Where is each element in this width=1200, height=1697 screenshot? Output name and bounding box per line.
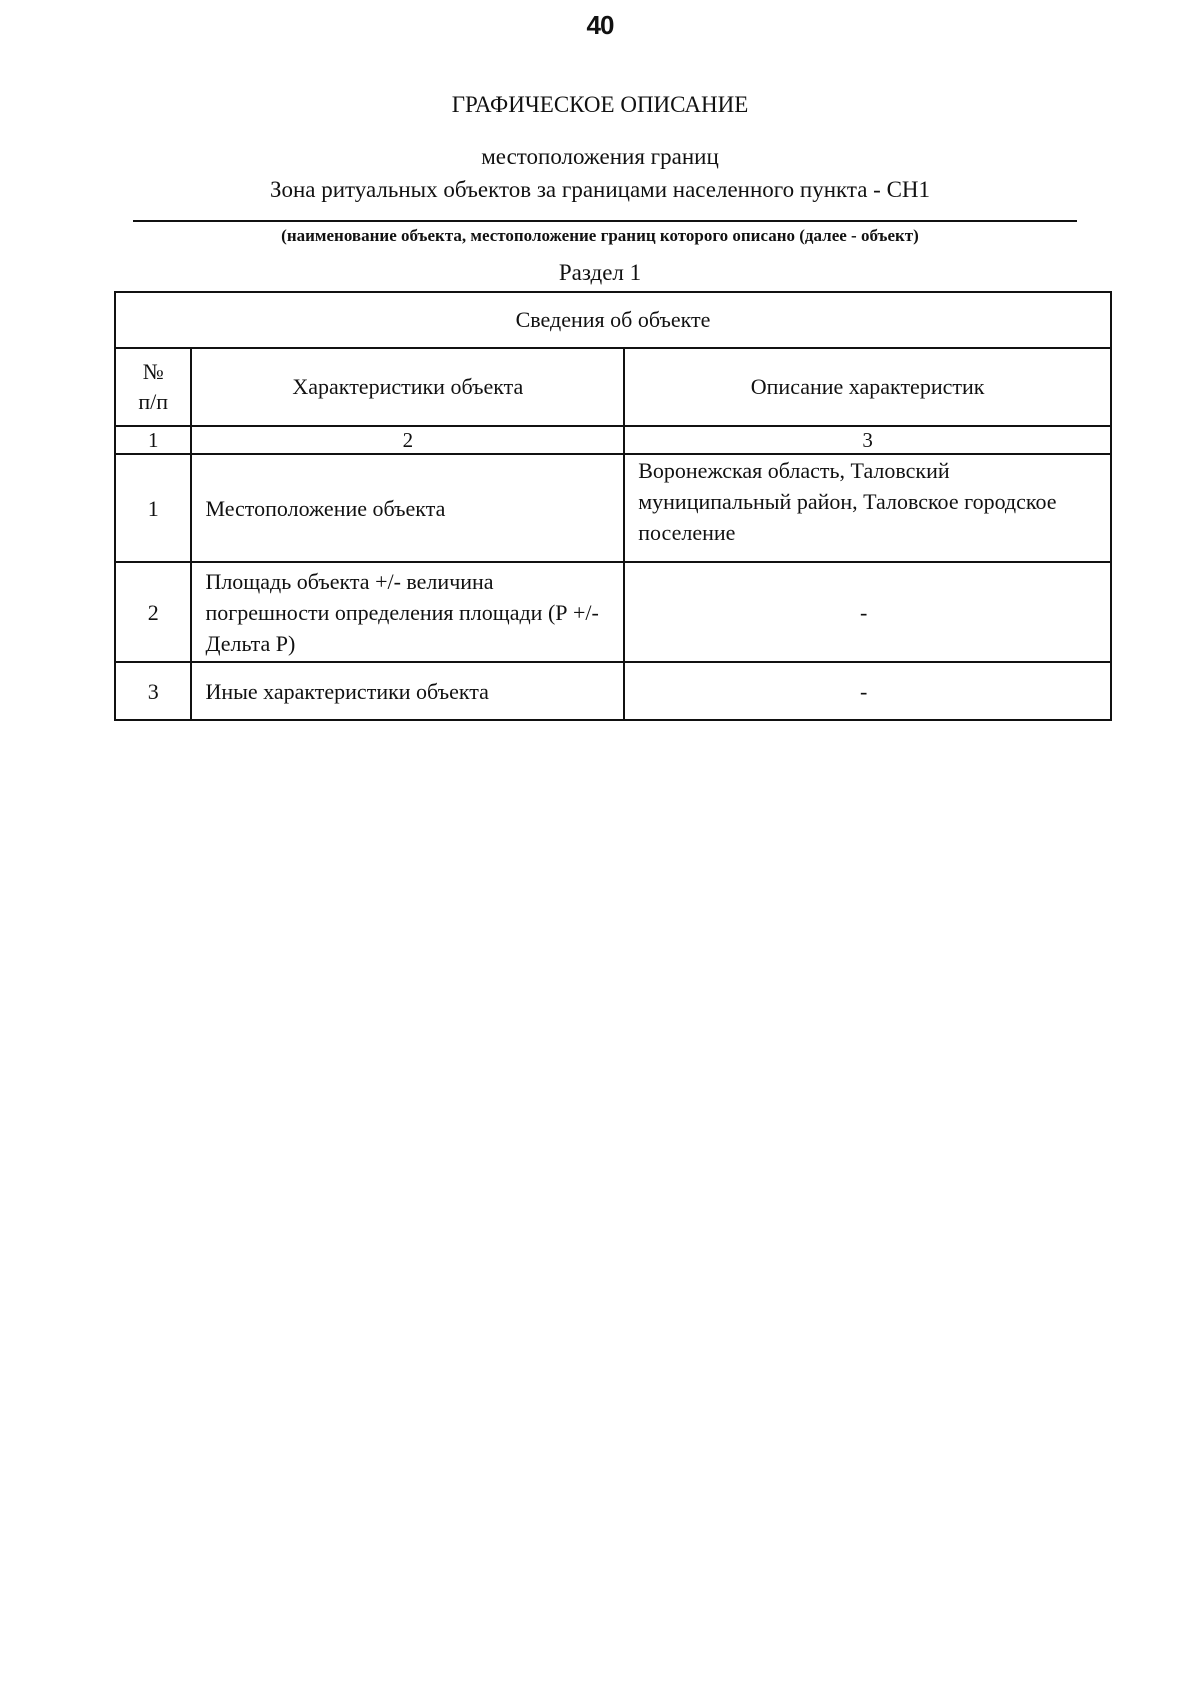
header-num [115, 348, 191, 426]
index-cell: 2 [191, 426, 624, 454]
row-characteristic: Площадь объекта +/- величина погрешности определения площади (Р +/- Дельта Р) [191, 562, 624, 662]
row-number: 2 [115, 562, 191, 662]
row-characteristic: Иные характеристики объекта [191, 662, 624, 720]
header-num-label: № п/п [138, 359, 169, 414]
table-caption-row [115, 292, 1111, 348]
row-description: - [624, 562, 1111, 662]
header-description: Описание характеристик [624, 348, 1111, 426]
page-number: 40 [586, 10, 614, 40]
table-row [115, 454, 1111, 562]
table-row [115, 562, 1111, 662]
object-info-table [114, 291, 1112, 721]
index-cell: 1 [115, 426, 191, 454]
table-row [115, 662, 1111, 720]
document-title: ГРАФИЧЕСКОЕ ОПИСАНИЕ [451, 92, 749, 117]
row-description: Воронежская область, Таловский муниципальный район, Таловское городское поселение [624, 454, 1111, 562]
table-header-row [115, 348, 1111, 426]
document-subtitle: местоположения границ [481, 144, 719, 169]
object-name-caption: (наименование объекта, местоположение границ которого описано (далее - объект) [281, 226, 919, 245]
row-description: - [624, 662, 1111, 720]
object-name: Зона ритуальных объектов за границами населенного пункта - СН1 [269, 177, 931, 202]
row-characteristic: Местоположение объекта [191, 454, 624, 562]
row-number: 1 [115, 454, 191, 562]
index-cell: 3 [624, 426, 1111, 454]
row-number: 3 [115, 662, 191, 720]
header-characteristic: Характеристики объекта [191, 348, 624, 426]
table-caption: Сведения об объекте [115, 292, 1111, 348]
table-index-row [115, 426, 1111, 454]
object-name-underline [133, 220, 1077, 222]
section-label: Раздел 1 [558, 260, 642, 285]
